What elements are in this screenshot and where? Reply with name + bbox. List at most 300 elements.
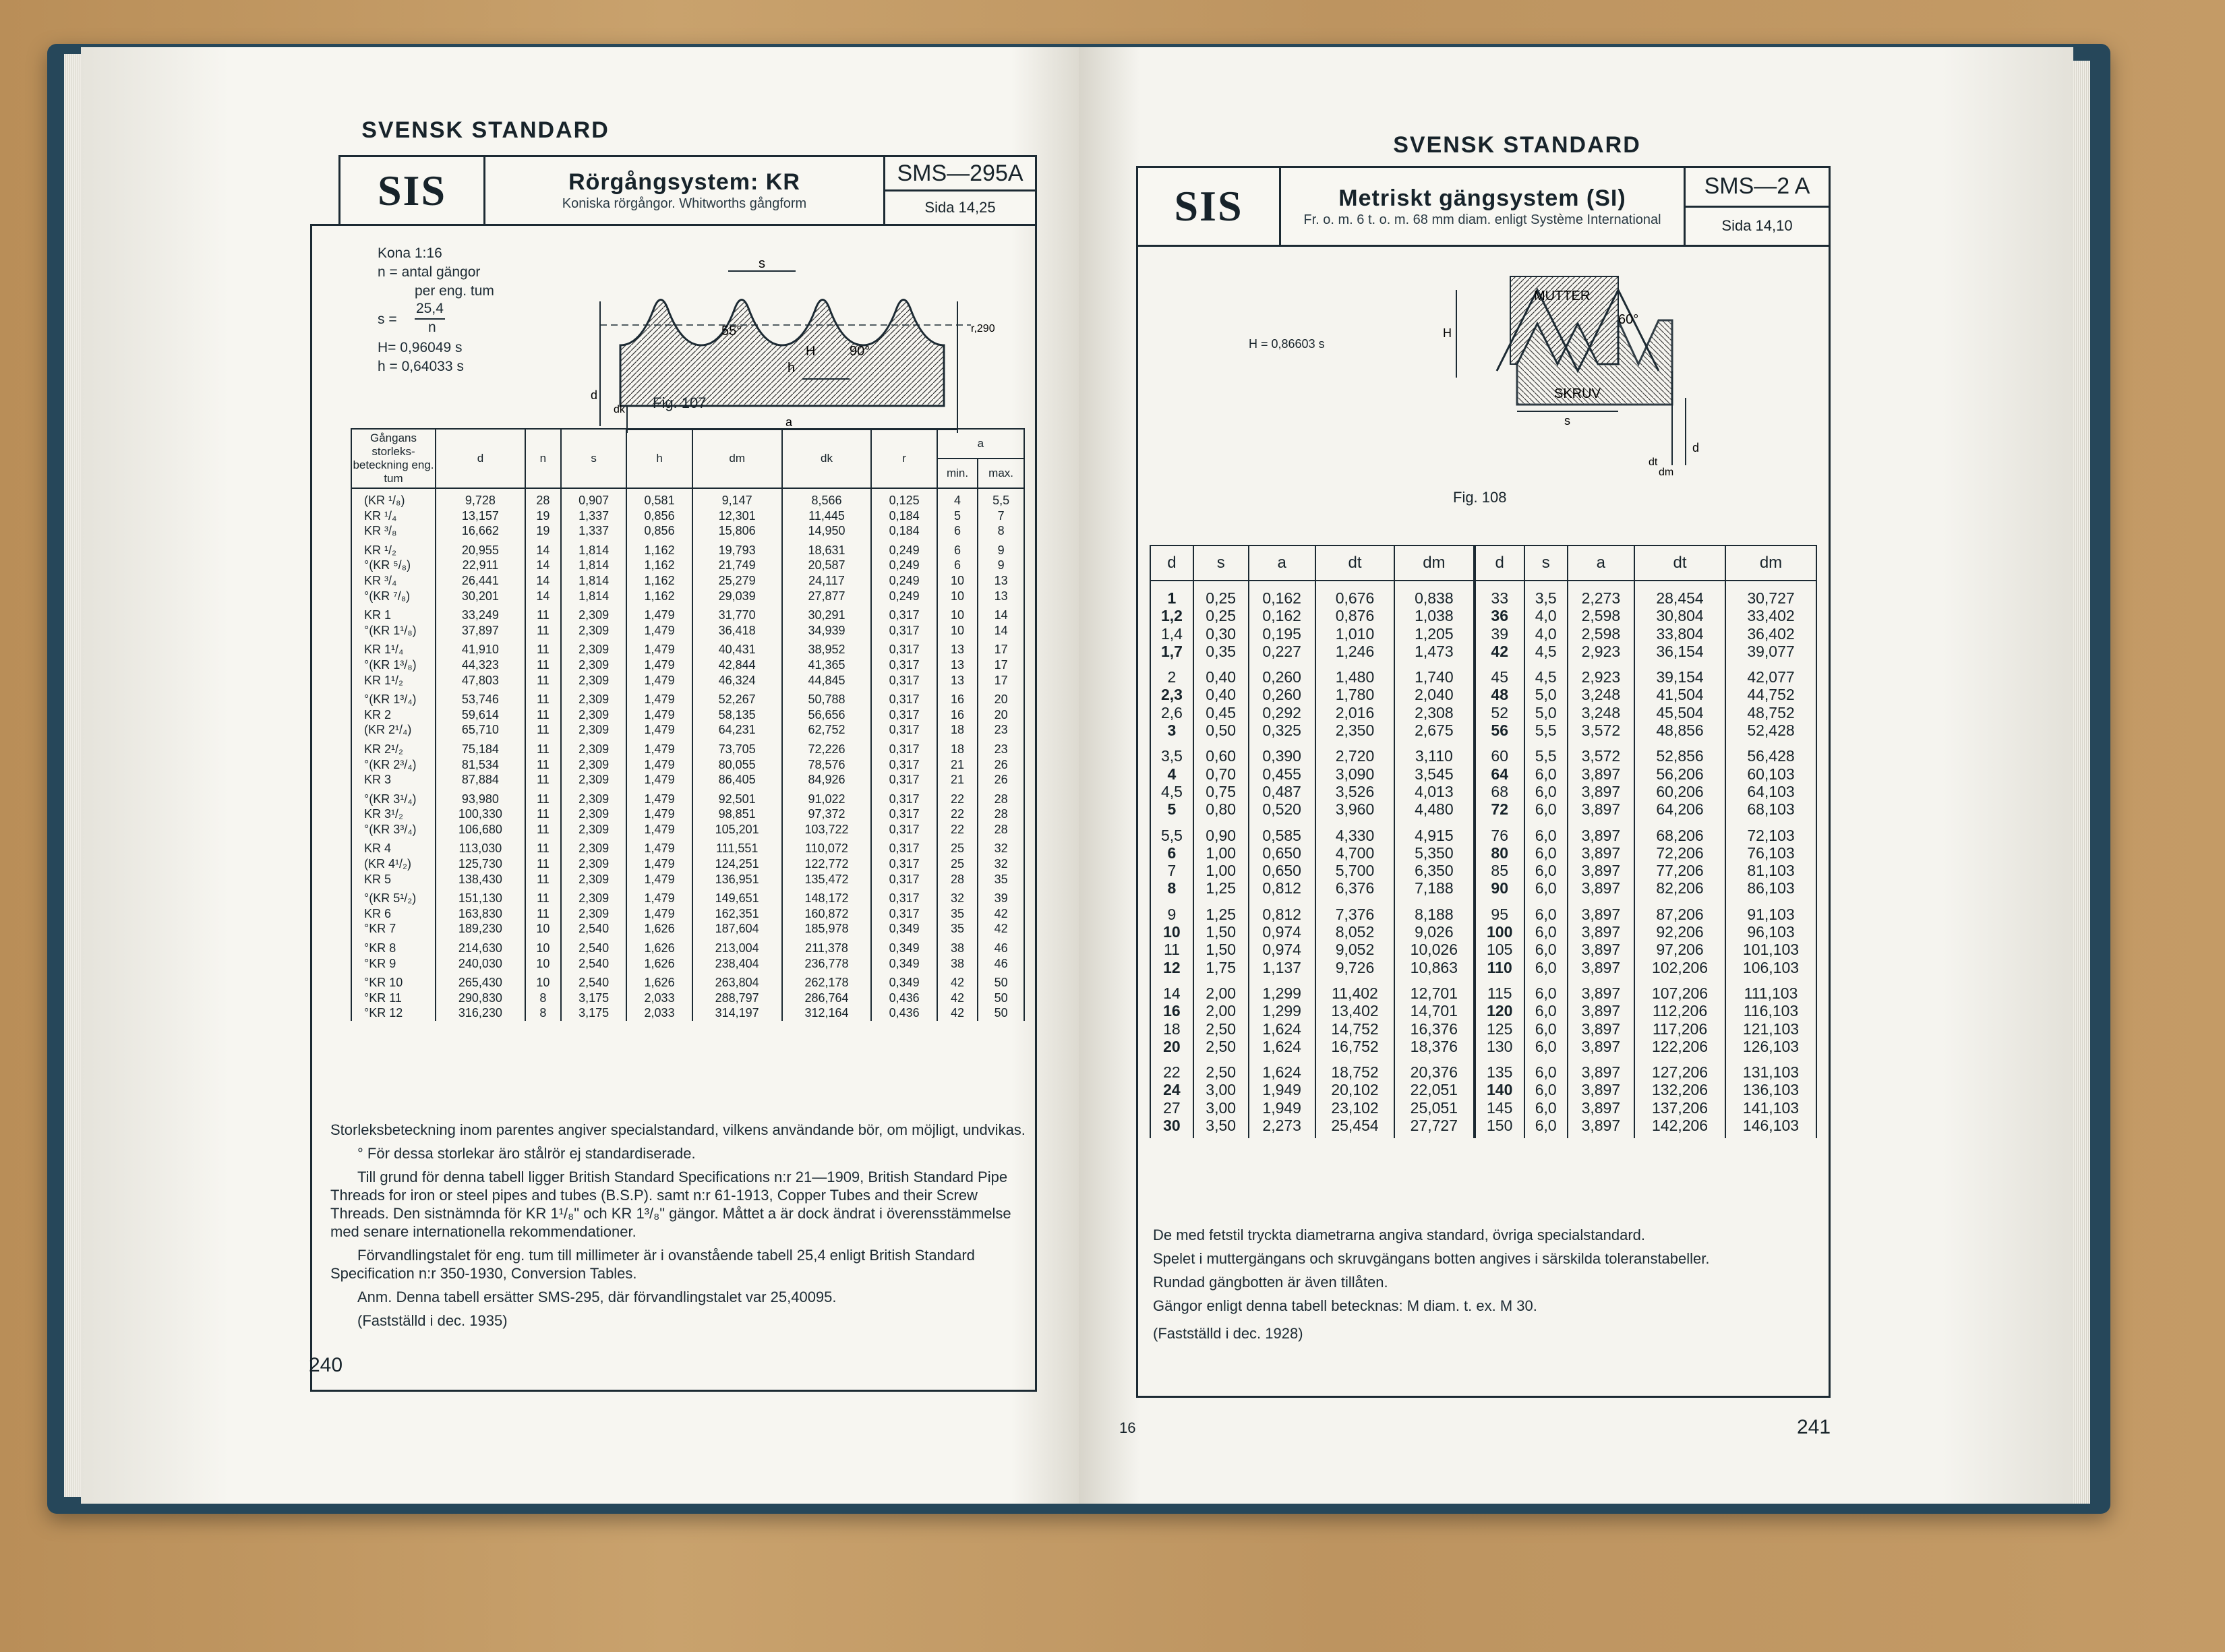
table-cell: 149,651: [692, 887, 782, 906]
right-sms-block: [1686, 168, 1829, 245]
table-cell: 0,80: [1193, 800, 1249, 818]
fig107-caption-text: Fig. 107: [653, 394, 707, 411]
fig108-skruv: SKRUV: [1554, 386, 1601, 401]
diameter-cell: 16: [1150, 1002, 1193, 1020]
table-cell: 151,130: [436, 887, 525, 906]
table-cell: 30,291: [782, 603, 872, 623]
metric-formula: H = 0,86603 s: [1249, 337, 1325, 351]
table-cell: 1,479: [626, 806, 692, 822]
table-cell: 105,201: [692, 822, 782, 837]
table-cell: 21: [937, 772, 978, 788]
diameter-cell: 90: [1475, 879, 1524, 897]
table-cell: 35: [978, 872, 1024, 887]
table-cell: 3,897: [1568, 1055, 1634, 1081]
table-cell: 2,309: [561, 757, 626, 773]
table-cell: 2,309: [561, 856, 626, 872]
col-a: a: [937, 429, 1024, 459]
table-cell: 93,980: [436, 788, 525, 807]
diameter-cell: 10: [1150, 923, 1193, 941]
table-cell: 11: [525, 757, 561, 773]
table-cell: 6,0: [1524, 879, 1568, 897]
table-cell: 136,951: [692, 872, 782, 887]
table-cell: 1,626: [626, 937, 692, 956]
table-cell: 84,926: [782, 772, 872, 788]
table-cell: 21,749: [692, 558, 782, 573]
table-cell: 141,103: [1725, 1099, 1816, 1117]
table-cell: 1,479: [626, 707, 692, 723]
table-cell: 3,897: [1568, 1117, 1634, 1138]
note-parentes: Storleksbeteckning inom parentes angiver specialstandard, vilkens användande bör, om möjligt, undvikas.: [330, 1121, 1026, 1138]
size-designation: °KR 12: [351, 1005, 436, 1021]
table-cell: 107,206: [1634, 976, 1725, 1002]
table-cell: 1,479: [626, 906, 692, 922]
table-row: [351, 558, 1024, 573]
table-cell: 11: [525, 856, 561, 872]
table-cell: 92,501: [692, 788, 782, 807]
table-cell: 32: [978, 856, 1024, 872]
table-cell: 98,851: [692, 806, 782, 822]
table-cell: 30,804: [1634, 607, 1725, 624]
table-cell: 3,897: [1568, 879, 1634, 897]
table-cell: 1,25: [1193, 879, 1249, 897]
table-row: [1150, 704, 1816, 721]
table-cell: 76,103: [1725, 844, 1816, 862]
table-cell: 3,090: [1315, 765, 1394, 783]
sis-logo: SIS: [340, 157, 485, 224]
table-row: [351, 887, 1024, 906]
table-cell: 0,317: [871, 772, 937, 788]
table-cell: 1,949: [1249, 1081, 1315, 1098]
table-cell: 0,349: [871, 971, 937, 991]
table-row: [351, 772, 1024, 788]
table-cell: 14: [525, 558, 561, 573]
table-cell: 3,897: [1568, 783, 1634, 800]
fig107-a: a: [785, 415, 793, 429]
table-cell: 4,5: [1524, 660, 1568, 686]
size-designation: °(KR ⁵/₈): [351, 558, 436, 573]
table-cell: 28: [937, 872, 978, 887]
fig107-dk: dk: [614, 404, 625, 415]
table-cell: 1,479: [626, 788, 692, 807]
table-cell: 2,540: [561, 956, 626, 972]
size-designation: (KR ¹/₈): [351, 488, 436, 508]
table-cell: 4,915: [1394, 819, 1475, 844]
table-cell: 8: [525, 991, 561, 1006]
table-cell: 211,378: [782, 937, 872, 956]
margin-mark: 16: [1119, 1419, 1136, 1436]
table-cell: 1,479: [626, 623, 692, 639]
table-cell: 238,404: [692, 956, 782, 972]
table-cell: 46: [978, 956, 1024, 972]
diameter-cell: 11: [1150, 941, 1193, 958]
table-cell: 117,206: [1634, 1020, 1725, 1038]
table-cell: 22: [937, 806, 978, 822]
table-cell: 73,705: [692, 738, 782, 757]
table-cell: 189,230: [436, 921, 525, 937]
table-cell: 0,249: [871, 589, 937, 604]
table-cell: 2,309: [561, 788, 626, 807]
table-cell: 2,309: [561, 657, 626, 673]
col-n: n: [525, 429, 561, 488]
table-cell: 13: [937, 638, 978, 657]
table-cell: 3,5: [1524, 581, 1568, 607]
table-cell: 11: [525, 673, 561, 688]
table-cell: 10: [937, 589, 978, 604]
diameter-cell: 22: [1150, 1055, 1193, 1081]
table-cell: 0,50: [1193, 721, 1249, 739]
table-cell: 6,0: [1524, 1002, 1568, 1020]
table-row: [1150, 1002, 1816, 1020]
table-cell: 2,309: [561, 906, 626, 922]
table-cell: 0,390: [1249, 739, 1315, 765]
col-d: d: [1150, 545, 1193, 581]
table-cell: 0,317: [871, 788, 937, 807]
sis-logo: SIS: [1138, 168, 1281, 245]
table-row: [351, 806, 1024, 822]
table-cell: 5,5: [1524, 739, 1568, 765]
table-cell: 6,0: [1524, 800, 1568, 818]
table-cell: 16,376: [1394, 1020, 1475, 1038]
table-row: [1150, 625, 1816, 643]
table-cell: 26: [978, 772, 1024, 788]
table-cell: 42: [937, 991, 978, 1006]
table-cell: 3,897: [1568, 941, 1634, 958]
table-cell: 8,052: [1315, 923, 1394, 941]
table-cell: 0,249: [871, 573, 937, 589]
left-page: [81, 47, 1089, 1504]
table-cell: 6,0: [1524, 941, 1568, 958]
table-cell: 39,077: [1725, 643, 1816, 660]
table-cell: 28: [525, 488, 561, 508]
table-cell: 6,0: [1524, 862, 1568, 879]
size-designation: KR ³/₄: [351, 573, 436, 589]
table-cell: 2,309: [561, 887, 626, 906]
table-cell: 64,206: [1634, 800, 1725, 818]
table-cell: 1,626: [626, 921, 692, 937]
table-cell: 1,479: [626, 872, 692, 887]
table-cell: 1,479: [626, 822, 692, 837]
table-cell: 2,033: [626, 991, 692, 1006]
table-cell: 14: [525, 573, 561, 589]
table-row: [351, 589, 1024, 604]
table-cell: 13,402: [1315, 1002, 1394, 1020]
table-cell: 6,0: [1524, 897, 1568, 923]
table-cell: 5,5: [978, 488, 1024, 508]
table-cell: 6,0: [1524, 923, 1568, 941]
table-cell: 0,349: [871, 921, 937, 937]
size-designation: °KR 9: [351, 956, 436, 972]
table-cell: 1,205: [1394, 625, 1475, 643]
size-designation: KR 1¹/₄: [351, 638, 436, 657]
table-cell: 1,162: [626, 589, 692, 604]
right-title-area: [1281, 168, 1686, 245]
table-cell: 0,838: [1394, 581, 1475, 607]
table-row: [1150, 819, 1816, 844]
table-cell: 5,5: [1524, 721, 1568, 739]
note-betecknas: Gängor enligt denna tabell betecknas: M diam. t. ex. M 30.: [1153, 1297, 1537, 1314]
table-cell: 111,551: [692, 837, 782, 856]
table-cell: 87,206: [1634, 897, 1725, 923]
table-cell: 121,103: [1725, 1020, 1816, 1038]
table-cell: 6,0: [1524, 783, 1568, 800]
table-cell: 32: [937, 887, 978, 906]
table-cell: 1,479: [626, 757, 692, 773]
table-cell: 11: [525, 837, 561, 856]
table-cell: 2,540: [561, 971, 626, 991]
table-cell: 62,752: [782, 722, 872, 738]
table-row: [351, 508, 1024, 524]
table-cell: 6,0: [1524, 1117, 1568, 1138]
note-fetstil: De med fetstil tryckta diametrarna angiva standard, övriga specialstandard.: [1153, 1227, 1646, 1243]
table-cell: 20,955: [436, 539, 525, 558]
table-cell: 2,309: [561, 673, 626, 688]
table-cell: 44,323: [436, 657, 525, 673]
table-cell: 163,830: [436, 906, 525, 922]
table-cell: 3,897: [1568, 765, 1634, 783]
diameter-cell: 120: [1475, 1002, 1524, 1020]
table-cell: 20,376: [1394, 1055, 1475, 1081]
table-cell: 0,292: [1249, 704, 1315, 721]
table-cell: 10,026: [1394, 941, 1475, 958]
table-cell: 1,337: [561, 508, 626, 524]
table-cell: 162,351: [692, 906, 782, 922]
table-cell: 1,479: [626, 887, 692, 906]
table-cell: 80,055: [692, 757, 782, 773]
table-cell: 0,585: [1249, 819, 1315, 844]
table-cell: 18,631: [782, 539, 872, 558]
size-designation: °(KR 3³/₄): [351, 822, 436, 837]
table-cell: 6,376: [1315, 879, 1394, 897]
table-cell: 1,162: [626, 558, 692, 573]
table-cell: 78,576: [782, 757, 872, 773]
col-s: s: [1193, 545, 1249, 581]
table-cell: 31,770: [692, 603, 782, 623]
table-cell: 26,441: [436, 573, 525, 589]
size-designation: °(KR ⁷/₈): [351, 589, 436, 604]
table-cell: 0,349: [871, 937, 937, 956]
table-cell: 12,301: [692, 508, 782, 524]
table-row: [1150, 879, 1816, 897]
table-cell: 3,897: [1568, 800, 1634, 818]
table-row: [351, 837, 1024, 856]
table-cell: 1,780: [1315, 686, 1394, 703]
table-row: [351, 738, 1024, 757]
table-cell: 72,103: [1725, 819, 1816, 844]
table-cell: 3,897: [1568, 959, 1634, 976]
table-cell: 50: [978, 1005, 1024, 1021]
table-cell: 0,974: [1249, 941, 1315, 958]
table-cell: 36,418: [692, 623, 782, 639]
table-cell: 1,479: [626, 603, 692, 623]
table-cell: 9,728: [436, 488, 525, 508]
diameter-cell: 3,5: [1150, 739, 1193, 765]
table-cell: 15,806: [692, 523, 782, 539]
diameter-cell: 33: [1475, 581, 1524, 607]
table-cell: 16: [937, 707, 978, 723]
col-a-max: max.: [978, 459, 1024, 488]
table-row: [1150, 721, 1816, 739]
table-cell: 47,803: [436, 673, 525, 688]
col-a-min: min.: [937, 459, 978, 488]
table-cell: 9: [978, 558, 1024, 573]
table-cell: 0,317: [871, 837, 937, 856]
table-cell: 1,626: [626, 971, 692, 991]
table-cell: 81,534: [436, 757, 525, 773]
table-cell: 6,0: [1524, 976, 1568, 1002]
table-cell: 41,504: [1634, 686, 1725, 703]
table-cell: 2,540: [561, 937, 626, 956]
table-cell: 16,752: [1315, 1038, 1394, 1055]
table-cell: 11: [525, 822, 561, 837]
table-cell: 96,103: [1725, 923, 1816, 941]
table-cell: 13: [937, 673, 978, 688]
table-cell: 6,0: [1524, 1038, 1568, 1055]
table-cell: 19,793: [692, 539, 782, 558]
table-cell: 0,60: [1193, 739, 1249, 765]
col-d: d: [1475, 545, 1524, 581]
right-sms-number: SMS—2 A: [1686, 168, 1829, 208]
fig107-angle-55: 55°: [721, 324, 742, 338]
table-cell: 10: [525, 921, 561, 937]
table-cell: 42,077: [1725, 660, 1816, 686]
table-cell: 0,650: [1249, 862, 1315, 879]
table-cell: 68,103: [1725, 800, 1816, 818]
table-cell: 23: [978, 738, 1024, 757]
table-cell: 11,402: [1315, 976, 1394, 1002]
table-cell: 1,624: [1249, 1038, 1315, 1055]
fig107-h: h: [788, 361, 796, 376]
table-cell: 3,897: [1568, 844, 1634, 862]
table-cell: 2,309: [561, 722, 626, 738]
table-cell: 14,752: [1315, 1020, 1394, 1038]
formula-denominator: n: [428, 320, 436, 335]
page-number-right: 241: [1797, 1416, 1831, 1438]
table-cell: 4,0: [1524, 625, 1568, 643]
table-cell: 5: [937, 508, 978, 524]
table-cell: 26: [978, 757, 1024, 773]
col-dk: dk: [782, 429, 872, 488]
table-row: [1150, 739, 1816, 765]
diameter-cell: 60: [1475, 739, 1524, 765]
table-cell: 11: [525, 806, 561, 822]
diameter-cell: 27: [1150, 1099, 1193, 1117]
table-cell: 240,030: [436, 956, 525, 972]
table-cell: 1,479: [626, 688, 692, 707]
table-cell: 4,013: [1394, 783, 1475, 800]
table-cell: 1,00: [1193, 844, 1249, 862]
left-sida: Sida 14,25: [924, 199, 996, 216]
table-cell: 0,317: [871, 822, 937, 837]
table-cell: 1,814: [561, 558, 626, 573]
size-designation: KR ¹/₄: [351, 508, 436, 524]
table-cell: 0,162: [1249, 607, 1315, 624]
diameter-cell: 5,5: [1150, 819, 1193, 844]
fig107-angle-90: 90°: [850, 344, 870, 359]
table-cell: 0,25: [1193, 607, 1249, 624]
table-cell: 91,103: [1725, 897, 1816, 923]
table-cell: 1,137: [1249, 959, 1315, 976]
table-row: [1150, 959, 1816, 976]
diameter-cell: 140: [1475, 1081, 1524, 1098]
table-cell: 9: [978, 539, 1024, 558]
table-cell: 6,0: [1524, 844, 1568, 862]
diameter-cell: 52: [1475, 704, 1524, 721]
table-row: [1150, 976, 1816, 1002]
diameter-cell: 24: [1150, 1081, 1193, 1098]
size-designation: KR 6: [351, 906, 436, 922]
table-cell: 11: [525, 772, 561, 788]
size-designation: KR 1: [351, 603, 436, 623]
table-cell: 0,260: [1249, 660, 1315, 686]
table-cell: 146,103: [1725, 1117, 1816, 1138]
diameter-cell: 9: [1150, 897, 1193, 923]
table-cell: 10: [525, 956, 561, 972]
table-cell: 14: [978, 603, 1024, 623]
table-cell: 14: [525, 589, 561, 604]
table-row: [351, 573, 1024, 589]
diameter-cell: 1,2: [1150, 607, 1193, 624]
note-conversion: Förvandlingstalet för eng. tum till millimeter är i ovanstående tabell 25,4 enligt British Standard Specification n:r 350-1930, Conversion Tables.: [330, 1247, 975, 1282]
table-cell: 11: [525, 657, 561, 673]
size-designation: KR 3: [351, 772, 436, 788]
col-dm: dm: [1394, 545, 1475, 581]
table-cell: 135,472: [782, 872, 872, 887]
table-cell: 87,884: [436, 772, 525, 788]
table-cell: 288,797: [692, 991, 782, 1006]
left-page-header: SVENSK STANDARD: [361, 117, 610, 143]
table-cell: 35: [937, 906, 978, 922]
table-cell: 9,726: [1315, 959, 1394, 976]
table-cell: 20: [978, 688, 1024, 707]
table-cell: 3,897: [1568, 1099, 1634, 1117]
table-cell: 6: [937, 558, 978, 573]
table-cell: 136,103: [1725, 1081, 1816, 1098]
table-row: [351, 688, 1024, 707]
table-cell: 18: [937, 738, 978, 757]
table-cell: 2,540: [561, 921, 626, 937]
table-cell: 2,923: [1568, 660, 1634, 686]
table-row: [351, 603, 1024, 623]
table-cell: 13,157: [436, 508, 525, 524]
table-row: [1150, 897, 1816, 923]
table-cell: 4,0: [1524, 607, 1568, 624]
size-designation: °KR 7: [351, 921, 436, 937]
table-cell: 11: [525, 722, 561, 738]
table-cell: 44,752: [1725, 686, 1816, 703]
diameter-cell: 1,4: [1150, 625, 1193, 643]
table-cell: 39,154: [1634, 660, 1725, 686]
table-cell: 38,952: [782, 638, 872, 657]
table-cell: 8,188: [1394, 897, 1475, 923]
table-cell: 1,162: [626, 573, 692, 589]
table-row: [1150, 1055, 1816, 1081]
table-cell: 13: [937, 657, 978, 673]
diameter-cell: 76: [1475, 819, 1524, 844]
table-cell: 3,897: [1568, 1020, 1634, 1038]
table-cell: 12,701: [1394, 976, 1475, 1002]
table-cell: 1,949: [1249, 1099, 1315, 1117]
table-cell: 1,814: [561, 573, 626, 589]
table-cell: 41,365: [782, 657, 872, 673]
table-cell: 138,430: [436, 872, 525, 887]
table-cell: 122,772: [782, 856, 872, 872]
table-cell: 148,172: [782, 887, 872, 906]
size-designation: KR 2: [351, 707, 436, 723]
table-cell: 5,0: [1524, 704, 1568, 721]
note-faststalld: (Fastställd i dec. 1935): [357, 1312, 508, 1329]
table-cell: 28: [978, 822, 1024, 837]
table-cell: 2,675: [1394, 721, 1475, 739]
